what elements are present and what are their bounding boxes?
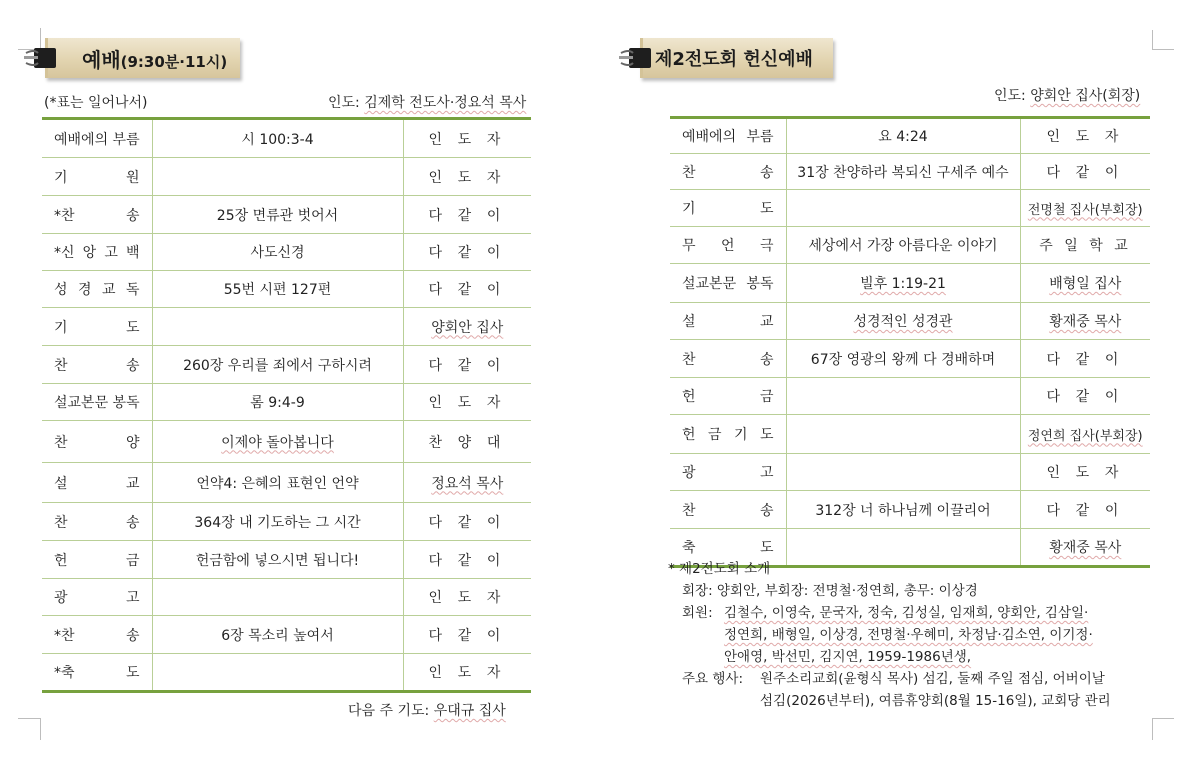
order-item-leader: 인 도 자 [1020,454,1150,491]
order-item-leader: 정요석 목사 [403,463,531,503]
order-item-name: 설 교 [670,303,786,340]
table-row [670,340,1150,378]
members-line: 김철수, 이영숙, 문국자, 정숙, 김성실, 임재희, 양회안, 김삼일· [724,605,1089,621]
order-item-content [786,454,1020,491]
table-row [670,491,1150,529]
order-item-content [786,415,1020,454]
order-item-name: 축 도 [670,529,786,567]
order-item-name: 헌 금 [670,378,786,415]
order-item-content: 31장 찬양하라 복되신 구세주 예수 [786,154,1020,190]
table-row [42,271,531,308]
order-item-content: 헌금함에 넣으시면 됩니다! [152,541,403,579]
order-item-content: 시 100:3-4 [152,119,403,158]
order-item-leader: 다 같 이 [403,616,531,654]
events-line: 섬김(2026년부터), 여름휴양회(8월 15-16일), 교회당 관리 [760,693,1111,709]
order-item-name: 찬 양 [42,421,152,463]
table-row [42,421,531,463]
order-item-content: 성경적인 성경관 [786,303,1020,340]
order-item-leader: 정연희 집사(부회장) [1020,415,1150,454]
left-section-banner [45,38,240,78]
order-item-content: 롬 9:4-9 [152,384,403,421]
table-row [42,654,531,692]
order-item-content: 언약4: 은혜의 표현인 언약 [152,463,403,503]
table-row [670,190,1150,227]
order-item-leader: 다 같 이 [403,503,531,541]
order-item-leader: 배형일 집사 [1020,264,1150,303]
order-item-name: 찬 송 [42,503,152,541]
order-item-leader: 인 도 자 [403,158,531,196]
order-item-content: 요 4:24 [786,118,1020,154]
table-row [42,234,531,271]
events-label: 주요 행사: [682,671,744,687]
order-item-leader: 다 같 이 [403,271,531,308]
next-week-prayer: 다음 주 기도: 우대규 집사 [348,703,506,719]
order-item-name: 헌 금 [42,541,152,579]
left-leaders: 인도: 김제학 전도사·정요석 목사 [328,95,527,111]
intro-title: * 제2전도회 소개 [668,561,771,577]
order-item-name: 기 도 [42,308,152,346]
order-item-leader: 다 같 이 [1020,340,1150,378]
order-item-name: 설 교 [42,463,152,503]
order-item-name: 설교본문 봉독 [670,264,786,303]
order-item-content: 364장 내 기도하는 그 시간 [152,503,403,541]
order-item-name: *신 앙 고 백 [42,234,152,271]
order-item-content: 312장 너 하나님께 이끌리어 [786,491,1020,529]
order-item-name: 성 경 교 독 [42,271,152,308]
crop-mark [1152,718,1174,719]
order-item-name: 찬 송 [670,491,786,529]
order-item-name: 기 도 [670,190,786,227]
order-item-leader: 전명철 집사(부회장) [1020,190,1150,227]
order-item-content [786,190,1020,227]
order-item-content: 25장 면류관 벗어서 [152,196,403,234]
order-item-name: 설교본문 봉독 [42,384,152,421]
order-item-leader: 다 같 이 [403,196,531,234]
standing-note: (*표는 일어나서) [44,95,148,111]
order-item-name: *찬 송 [42,616,152,654]
order-item-content: 67장 영광의 왕께 다 경배하며 [786,340,1020,378]
binder-clip-icon [619,45,653,71]
order-item-name: 광 고 [42,579,152,616]
right-worship-order-table [670,116,1150,568]
order-item-name: 광 고 [670,454,786,491]
order-item-name: 찬 송 [670,340,786,378]
table-row [42,463,531,503]
crop-mark [40,718,41,740]
table-row [42,384,531,421]
order-item-content: 사도신경 [152,234,403,271]
order-item-content: 세상에서 가장 아름다운 이야기 [786,227,1020,264]
order-item-name: 예배에의 부름 [42,119,152,158]
mission-group-intro [668,558,1158,712]
table-row [670,303,1150,340]
crop-mark [18,718,40,719]
order-item-leader: 다 같 이 [1020,491,1150,529]
order-item-content: 260장 우리를 죄에서 구하시려 [152,346,403,384]
order-item-content [786,378,1020,415]
right-section-banner [640,38,833,78]
order-item-leader: 다 같 이 [403,541,531,579]
order-item-name: 찬 송 [42,346,152,384]
table-row [42,503,531,541]
order-item-name: 예배에의 부름 [670,118,786,154]
order-item-leader: 찬 양 대 [403,421,531,463]
order-item-leader: 황재중 목사 [1020,303,1150,340]
order-item-leader: 다 같 이 [403,346,531,384]
crop-mark [1152,49,1174,50]
table-row [42,196,531,234]
officers-line: 회장: 양회안, 부회장: 전명철·정연희, 총무: 이상경 [682,583,978,599]
events-list [760,668,1111,712]
table-row [670,264,1150,303]
order-item-leader: 황재중 목사 [1020,529,1150,567]
table-row [42,616,531,654]
table-row [42,158,531,196]
order-item-leader: 주 일 학 교 [1020,227,1150,264]
order-item-leader: 인 도 자 [403,654,531,692]
order-item-content [152,158,403,196]
order-item-leader: 인 도 자 [403,384,531,421]
members-label: 회원: [682,605,713,621]
order-item-content [152,308,403,346]
order-item-content: 6장 목소리 높여서 [152,616,403,654]
order-item-leader: 다 같 이 [1020,378,1150,415]
table-row [670,415,1150,454]
binder-clip-icon [24,45,58,71]
table-row [670,454,1150,491]
table-row [670,227,1150,264]
order-item-leader: 인 도 자 [1020,118,1150,154]
order-item-content [152,654,403,692]
order-item-content [152,579,403,616]
table-row [670,378,1150,415]
order-item-leader: 인 도 자 [403,119,531,158]
members-line: 정연희, 배형일, 이상경, 전명철·우혜미, 차정남·김소연, 이기정· [724,627,1093,643]
members-list [724,602,1093,668]
order-item-name: 헌 금 기 도 [670,415,786,454]
order-item-content: 55번 시편 127편 [152,271,403,308]
order-item-leader: 양회안 집사 [403,308,531,346]
order-item-content: 빌후 1:19-21 [786,264,1020,303]
members-block [668,602,1158,668]
order-item-leader: 다 같 이 [1020,154,1150,190]
members-line: 안애영, 박선민, 김지연, 1959-1986년생, [724,649,972,665]
table-row [42,308,531,346]
order-item-content: 이제야 돌아봅니다 [152,421,403,463]
left-worship-order-table [42,117,531,693]
order-item-name: *축 도 [42,654,152,692]
order-item-name: 찬 송 [670,154,786,190]
order-item-name: 기 원 [42,158,152,196]
crop-mark [1152,718,1153,740]
events-block [668,668,1158,712]
order-item-name: 무 언 극 [670,227,786,264]
table-row [670,118,1150,154]
order-item-name: *찬 송 [42,196,152,234]
table-row [42,346,531,384]
order-item-leader: 다 같 이 [403,234,531,271]
left-section-title: 예배(9:30분·11시) [82,47,228,72]
crop-mark [1152,30,1153,50]
right-leaders: 인도: 양회안 집사(회장) [994,88,1141,104]
order-item-leader: 인 도 자 [403,579,531,616]
right-section-title: 제2전도회 헌신예배 [655,49,813,70]
events-line: 원주소리교회(윤형식 목사) 섬김, 둘째 주일 점심, 어버이날 [760,671,1105,687]
table-row [42,541,531,579]
table-row [42,579,531,616]
table-row [42,119,531,158]
table-row [670,154,1150,190]
